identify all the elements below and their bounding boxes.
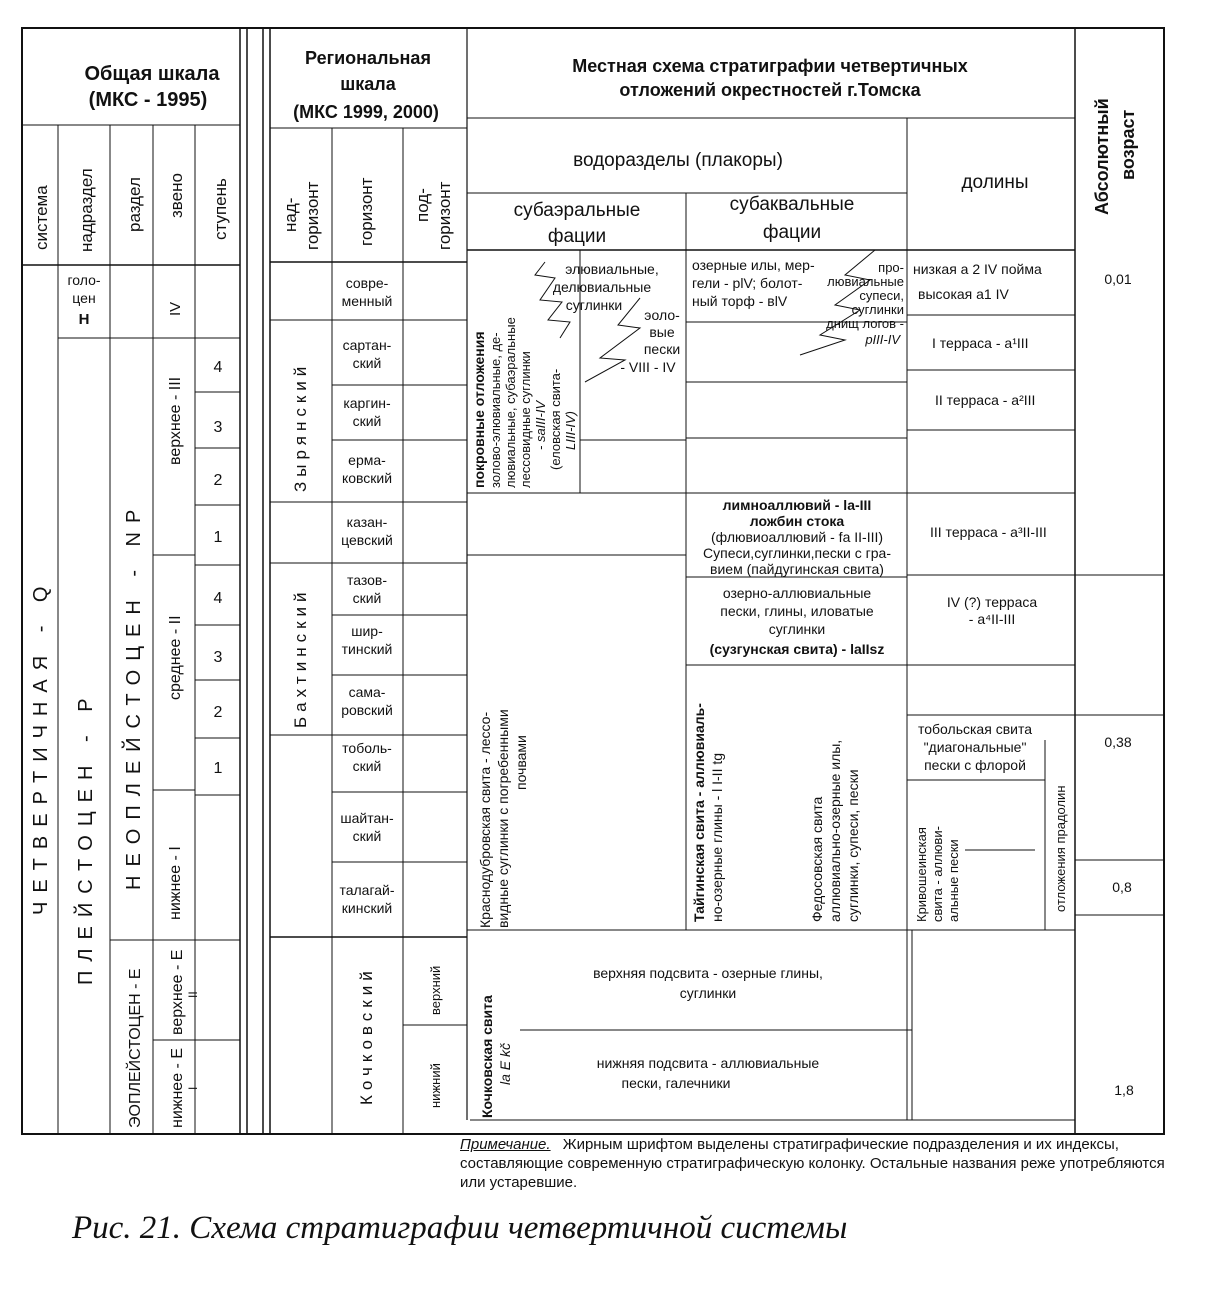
lake-silt-block: [692, 257, 815, 309]
regional-scale-title-1: Региональная: [305, 48, 431, 68]
subaqual-2: фации: [762, 222, 822, 243]
eopleistocene-label: ЭОПЛЕЙСТОЦЕН - Е: [127, 968, 144, 1128]
svg-text:альные пески: альные пески: [946, 839, 961, 922]
note-label: Примечание.: [460, 1136, 551, 1153]
svg-text:но-озерные глины - l I-II tg: но-озерные глины - l I-II tg: [709, 752, 725, 922]
svg-text:почвами: почвами: [513, 735, 529, 790]
svg-text:- a⁴II-III: - a⁴II-III: [968, 611, 1016, 627]
upper-stage-4: 4: [213, 359, 223, 376]
krasnodubrov-block: [477, 709, 529, 928]
note: [460, 1135, 1180, 1192]
svg-text:IV (?) терраса: IV (?) терраса: [946, 594, 1038, 610]
middle-stage-4: 4: [213, 590, 223, 607]
tobolsk-block: [918, 721, 1032, 773]
svg-text:- VIII - IV: - VIII - IV: [620, 359, 676, 375]
subaqual-1: субаквальные: [729, 194, 855, 215]
horizon-10b: ский: [352, 828, 382, 844]
lower-link: нижнее - I: [167, 846, 184, 920]
horizon-6b: ский: [352, 590, 382, 606]
col-system: система: [32, 185, 51, 250]
horizon-6a: тазов-: [346, 572, 388, 588]
holocene-3: Н: [78, 311, 90, 328]
upper-link: верхнее - III: [167, 376, 184, 465]
horizon-5a: казан-: [346, 514, 388, 530]
absolute-age-values: [1104, 271, 1134, 1098]
horizon-7a: шир-: [351, 623, 383, 639]
holocene-1: голо-: [67, 272, 101, 288]
superhorizon-zyryansky: Зырянский: [291, 361, 310, 492]
svg-text:покровные отложения: покровные отложения: [471, 331, 487, 488]
svg-text:пески, глины, иловатые: пески, глины, иловатые: [720, 603, 874, 619]
svg-text:la E kč: la E kč: [497, 1042, 513, 1085]
kochkov-lower-block: [597, 1055, 820, 1091]
svg-text:суглинки: суглинки: [679, 985, 737, 1001]
svg-text:нижняя подсвита - аллювиальные: нижняя подсвита - аллювиальные: [596, 1055, 820, 1071]
age-title-1: Абсолютный: [1092, 98, 1112, 215]
col-subhorizon-2: горизонт: [435, 181, 454, 250]
svg-text:аллювиально-озерные илы,: аллювиально-озерные илы,: [827, 739, 843, 922]
cover-deposits: [471, 317, 578, 488]
svg-text:II терраса - a²III: II терраса - a²III: [935, 392, 1036, 408]
figure-caption: Рис. 21. Схема стратиграфии четвертичной системы: [72, 1210, 848, 1246]
svg-text:(флювиоаллювий - fa II-III): (флювиоаллювий - fa II-III): [710, 529, 884, 545]
horizon-4b: ковский: [341, 470, 393, 486]
horizon-8a: сама-: [348, 684, 386, 700]
svg-text:суглинки, супеси, пески: суглинки, супеси, пески: [845, 769, 861, 922]
col-superdivision: надраздел: [77, 168, 96, 252]
svg-text:пески, галечники: пески, галечники: [621, 1075, 731, 1091]
svg-text:Краснодубровская свита - лессо: Краснодубровская свита - лессо-: [477, 711, 493, 928]
svg-text:0,01: 0,01: [1104, 271, 1132, 287]
horizon-1a: совре-: [345, 275, 389, 291]
svg-text:ложбин стока: ложбин стока: [749, 513, 845, 529]
svg-text:элювиальные,: элювиальные,: [565, 261, 659, 277]
horizon-2b: ский: [352, 355, 382, 371]
col-division: раздел: [125, 177, 144, 232]
svg-text:днищ логов -: днищ логов -: [826, 316, 904, 331]
local-scheme-title-2: отложений окрестностей г.Томска: [619, 80, 921, 100]
valleys-block: [913, 261, 1047, 627]
middle-stage-3: 3: [213, 649, 223, 666]
svg-text:1,8: 1,8: [1114, 1082, 1134, 1098]
taiga-block: [691, 703, 725, 922]
subhorizon-upper: верхний: [428, 965, 443, 1015]
eo-lower-link: нижнее - Е: [169, 1048, 186, 1128]
col-link: звено: [167, 173, 186, 218]
svg-text:лессовидные суглинки: лессовидные суглинки: [518, 351, 533, 488]
horizon-11b: кинский: [341, 900, 393, 916]
col-horizon: горизонт: [357, 177, 376, 246]
superhorizon-bakhtinsky: Бахтинский: [291, 587, 310, 728]
holocene-link: IV: [167, 301, 184, 316]
svg-text:LIII-IV): LIII-IV): [563, 410, 578, 450]
svg-text:лимноаллювий - la-III: лимноаллювий - la-III: [722, 497, 872, 513]
eo-upper-link: верхнее - Е: [169, 949, 186, 1035]
svg-text:рIII-IV: рIII-IV: [865, 332, 900, 347]
horizon-9a: тоболь-: [342, 740, 392, 756]
subhorizon-lower: нижний: [428, 1063, 443, 1108]
middle-stage-2: 2: [213, 704, 223, 721]
col-superhorizon-2: горизонт: [303, 181, 322, 250]
svg-text:Кривошеинская: Кривошеинская: [914, 827, 929, 922]
svg-text:I терраса - a¹III: I терраса - a¹III: [932, 335, 1029, 351]
horizon-9b: ский: [352, 758, 382, 774]
subaerial-1: субаэральные: [513, 200, 641, 221]
svg-text:эоло-: эоло-: [644, 307, 680, 323]
upper-stage-3: 3: [213, 419, 223, 436]
svg-text:пески: пески: [643, 341, 681, 357]
horizon-3b: ский: [352, 413, 382, 429]
middle-link: среднее - II: [167, 615, 184, 700]
aeolian-block: [620, 307, 680, 375]
general-scale-title-2: (МКС - 1995): [88, 89, 208, 111]
svg-text:Кочковская свита: Кочковская свита: [479, 995, 495, 1118]
horizon-10a: шайтан-: [340, 810, 394, 826]
svg-text:0,8: 0,8: [1112, 879, 1132, 895]
svg-text:низкая а 2 IV пойма: низкая а 2 IV пойма: [913, 261, 1042, 277]
general-scale-title-1: Общая шкала: [84, 63, 220, 85]
svg-text:III терраса - a³II-III: III терраса - a³II-III: [930, 524, 1047, 540]
neopleistocene-label: НЕОПЛЕЙСТОЦЕН - NP: [123, 500, 145, 890]
svg-text:(еловская свита-: (еловская свита-: [548, 368, 563, 470]
svg-text:лювиальные: лювиальные: [827, 274, 904, 289]
svg-text:гели - рlV; болот-: гели - рlV; болот-: [692, 275, 803, 291]
svg-text:золово-элювиальные, де-: золово-элювиальные, де-: [488, 332, 503, 488]
upper-stage-1: 1: [213, 529, 223, 546]
svg-text:суглинки: суглинки: [768, 621, 826, 637]
svg-text:"диагональные": "диагональные": [923, 739, 1027, 755]
svg-text:супеси,: супеси,: [859, 288, 904, 303]
col-subhorizon-1: под-: [413, 188, 432, 222]
svg-text:лювиальные, субаэральные: лювиальные, субаэральные: [503, 317, 518, 488]
svg-text:ный торф - вlV: ный торф - вlV: [692, 293, 788, 309]
eo-upper-sub: II: [186, 991, 200, 998]
svg-text:верхняя подсвита - озерные гли: верхняя подсвита - озерные глины,: [593, 965, 823, 981]
upper-stage-2: 2: [213, 472, 223, 489]
regional-scale-title-3: (МКС 1999, 2000): [293, 102, 439, 122]
svg-text:делювиальные: делювиальные: [552, 279, 652, 295]
svg-text:Тайгинская свита - аллювиаль-: Тайгинская свита - аллювиаль-: [691, 703, 707, 922]
kochkov-block: [479, 995, 513, 1118]
eo-lower-sub: I: [186, 1086, 200, 1090]
svg-text:(сузгунская свита) - laIIsz: (сузгунская свита) - laIIsz: [709, 641, 885, 657]
limno-block: [703, 497, 891, 577]
svg-text:вые: вые: [649, 324, 675, 340]
valleys-label: долины: [961, 172, 1029, 193]
suzgun-block: [710, 585, 885, 657]
svg-text:озерно-аллювиальные: озерно-аллювиальные: [722, 585, 872, 601]
pradolin-label: отложения прадолин: [1053, 785, 1068, 912]
svg-text:свита - аллюви-: свита - аллюви-: [930, 826, 945, 922]
svg-text:суглинки: суглинки: [565, 297, 623, 313]
watersheds-label: водоразделы (плакоры): [573, 150, 783, 171]
svg-text:пески с флорой: пески с флорой: [924, 757, 1026, 773]
svg-text:0,38: 0,38: [1104, 734, 1132, 750]
svg-text:высокая а1 IV: высокая а1 IV: [918, 286, 1009, 302]
horizon-5b: цевский: [341, 532, 393, 548]
horizon-7b: тинский: [341, 641, 393, 657]
holocene-2: цен: [72, 290, 96, 306]
local-scheme-title-1: Местная схема стратиграфии четвертичных: [572, 56, 968, 76]
svg-text:вием (пайдугинская свита): вием (пайдугинская свита): [710, 561, 884, 577]
note-text: Жирным шрифтом выделены стратиграфические подразделения и их индексы, составляющие современную стратиграфическую колонку. Остальные названия реже употребляются или устаревшие.: [460, 1136, 1165, 1191]
eluvial-block: [553, 261, 659, 313]
superdivision-label: ПЛЕЙСТОЦЕН - Р: [75, 689, 97, 985]
svg-text:тобольская свита: тобольская свита: [918, 721, 1032, 737]
col-stage: ступень: [211, 178, 230, 240]
svg-text:про-: про-: [878, 260, 904, 275]
krivosh-block: [914, 826, 961, 922]
middle-stage-1: 1: [213, 760, 223, 777]
age-title-2: возраст: [1118, 109, 1138, 180]
horizon-2a: сартан-: [342, 337, 392, 353]
horizon-11a: талагай-: [339, 882, 395, 898]
kochkov-upper-block: [593, 965, 823, 1001]
svg-text:суглинки: суглинки: [851, 302, 904, 317]
regional-scale-title-2: шкала: [340, 74, 396, 94]
superhorizon-kochkovsky: Кочковский: [357, 966, 376, 1105]
svg-text:Федосовская свита: Федосовская свита: [809, 796, 825, 922]
fedosov-block: [809, 740, 861, 922]
system-label: ЧЕТВЕРТИЧНАЯ - Q: [30, 577, 52, 915]
horizon-labels: [339, 275, 394, 916]
svg-text:видные суглинки с погребенными: видные суглинки с погребенными: [495, 709, 511, 928]
svg-text:озерные илы, мер-: озерные илы, мер-: [692, 257, 815, 273]
horizon-8b: ровский: [341, 702, 393, 718]
subaerial-2: фации: [547, 226, 607, 247]
horizon-3a: каргин-: [343, 395, 391, 411]
svg-text:Супеси,суглинки,пески с гра-: Супеси,суглинки,пески с гра-: [703, 545, 891, 561]
horizon-4a: ерма-: [348, 452, 386, 468]
col-superhorizon-1: над-: [281, 197, 300, 232]
svg-text:- saIII-IV: - saIII-IV: [533, 400, 548, 450]
horizon-1b: менный: [341, 293, 393, 309]
